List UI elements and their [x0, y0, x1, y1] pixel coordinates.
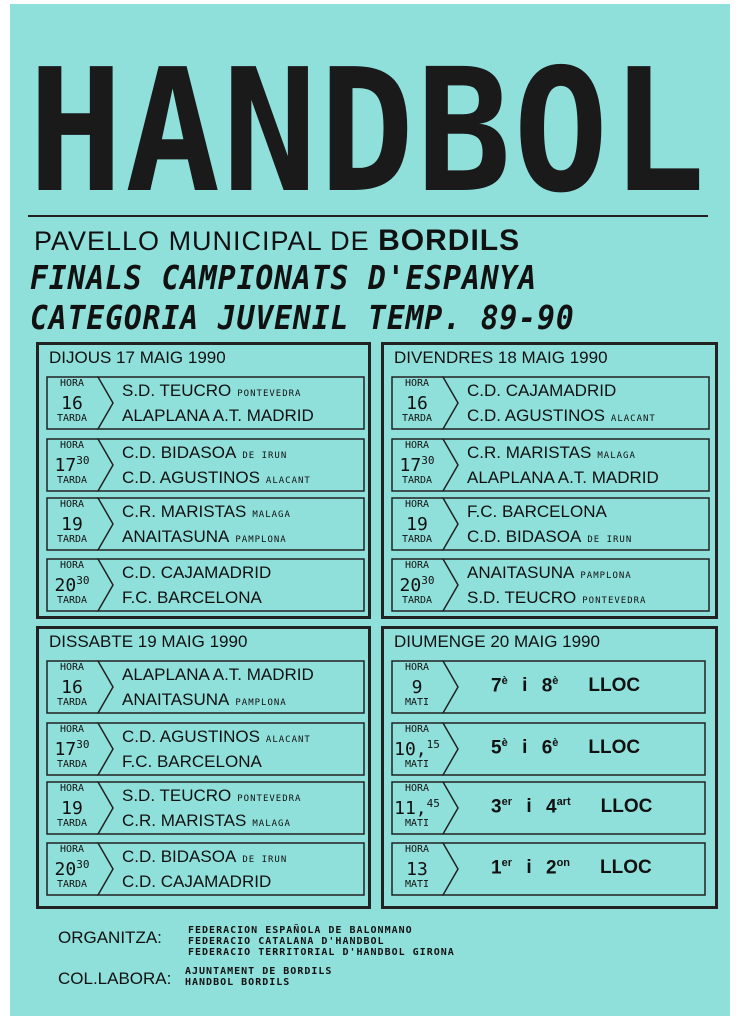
venue-line	[34, 224, 520, 258]
time-period: TARDA	[401, 534, 433, 545]
time-period: TARDA	[56, 595, 88, 606]
organitza-item: FEDERACIO CATALANA D'HANDBOL	[188, 936, 385, 947]
match-time	[49, 499, 95, 545]
day-heading: DIVENDRES 18 MAIG 1990	[394, 348, 608, 367]
team-name: F.C. BARCELONA	[122, 752, 262, 771]
match-row	[46, 842, 366, 897]
organitza-item: FEDERACIO TERRITORIAL D'HANDBOL GIRONA	[188, 947, 455, 958]
team-name: C.D. AGUSTINOS	[122, 727, 260, 746]
team-city: ALACANT	[610, 414, 656, 424]
match-row	[46, 558, 366, 613]
match-time	[394, 662, 440, 708]
match-row	[46, 660, 366, 715]
team-city: PAMPLONA	[235, 698, 287, 708]
venue-prefix: PAVELLO MUNICIPAL DE	[34, 226, 370, 256]
team-away	[122, 690, 287, 710]
day-heading: DIJOUS 17 MAIG 1990	[49, 348, 226, 367]
time-value: 16	[406, 393, 428, 414]
hora-label: HORA	[404, 724, 430, 735]
time-value: 9	[411, 677, 423, 698]
time-period: MATI	[404, 818, 430, 829]
collabora-item: HANDBOL BORDILS	[185, 977, 291, 988]
day-box-dissabte	[36, 626, 371, 909]
time-period: TARDA	[56, 413, 88, 424]
placing-label: 1er i $2^{on}$ LLOC	[491, 857, 652, 879]
day-heading: DISSABTE 19 MAIG 1990	[49, 632, 248, 651]
match-time	[394, 724, 440, 770]
time-period: TARDA	[56, 697, 88, 708]
team-name: C.D. AGUSTINOS	[122, 468, 260, 487]
hora-label: HORA	[59, 378, 85, 389]
team-away	[467, 406, 656, 426]
match-row	[391, 376, 711, 431]
team-name: S.D. TEUCRO	[467, 588, 577, 607]
team-home	[467, 443, 636, 463]
match-row	[46, 781, 366, 836]
team-away	[467, 527, 632, 547]
hora-label: HORA	[59, 783, 85, 794]
team-away	[122, 752, 268, 772]
team-city: PAMPLONA	[580, 571, 632, 581]
team-home	[122, 443, 287, 463]
team-home	[467, 502, 613, 522]
match-row	[391, 558, 711, 613]
match-time	[49, 724, 95, 770]
time-value: 19	[406, 514, 428, 535]
time-period: TARDA	[56, 534, 88, 545]
team-name: ANAITASUNA	[122, 690, 230, 709]
team-away	[122, 527, 287, 547]
hora-label: HORA	[404, 378, 430, 389]
hora-label: HORA	[59, 499, 85, 510]
team-home	[122, 381, 301, 401]
hora-label: HORA	[404, 662, 430, 673]
team-name: C.R. MARISTAS	[122, 502, 247, 521]
team-city: DE IRUN	[587, 535, 633, 545]
time-value: $20^{30}$	[399, 574, 435, 596]
match-time	[394, 440, 440, 486]
match-row	[46, 438, 366, 493]
placing-match	[391, 842, 711, 897]
time-value: $17^{30}$	[54, 454, 90, 476]
team-away	[122, 468, 311, 488]
team-away	[122, 872, 277, 892]
team-name: ANAITASUNA	[122, 527, 230, 546]
time-period: TARDA	[401, 595, 433, 606]
match-time	[394, 844, 440, 890]
match-time	[49, 662, 95, 708]
team-name: C.D. BIDASOA	[467, 527, 582, 546]
time-period: MATI	[404, 879, 430, 890]
time-value: 13	[406, 859, 428, 880]
team-city: DE IRUN	[242, 855, 288, 865]
match-time	[49, 844, 95, 890]
team-city: PAMPLONA	[235, 535, 287, 545]
team-name: ANAITASUNA	[467, 563, 575, 582]
match-time	[394, 378, 440, 424]
team-city: MALAGA	[597, 451, 636, 461]
match-row	[391, 497, 711, 552]
match-time	[49, 440, 95, 486]
match-row	[46, 497, 366, 552]
team-city: PONTEVEDRA	[582, 596, 647, 606]
time-value: 19	[61, 514, 83, 535]
day-box-divendres	[381, 342, 718, 619]
time-period: TARDA	[56, 759, 88, 770]
hora-label: HORA	[404, 440, 430, 451]
hora-label: HORA	[59, 560, 85, 571]
category-line: CATEGORIA JUVENIL TEMP. 89-90	[30, 298, 575, 337]
placing-match	[391, 781, 711, 836]
team-home	[467, 563, 632, 583]
hora-label: HORA	[404, 783, 430, 794]
hora-label: HORA	[59, 724, 85, 735]
team-city: ALACANT	[265, 735, 311, 745]
team-home	[122, 563, 277, 583]
match-time	[394, 499, 440, 545]
match-row	[391, 438, 711, 493]
team-name: S.D. TEUCRO	[122, 381, 232, 400]
placing-match	[391, 660, 711, 715]
poster-title: HANDBOL	[28, 33, 708, 231]
match-time	[394, 783, 440, 829]
team-name: C.D. AGUSTINOS	[467, 406, 605, 425]
hora-label: HORA	[404, 499, 430, 510]
team-name: ALAPLANA A.T. MADRID	[122, 665, 314, 684]
team-name: C.D. CAJAMADRID	[467, 381, 617, 400]
time-period: TARDA	[56, 818, 88, 829]
team-name: F.C. BARCELONA	[467, 502, 607, 521]
team-city: PONTEVEDRA	[237, 389, 302, 399]
championship-line: FINALS CAMPIONATS D'ESPANYA	[30, 258, 538, 297]
team-home	[122, 847, 287, 867]
team-name: C.D. BIDASOA	[122, 847, 237, 866]
team-city: MALAGA	[252, 510, 291, 520]
time-value: 16	[61, 677, 83, 698]
time-value: 10,15	[394, 738, 440, 760]
team-home	[122, 502, 291, 522]
title-rule	[28, 215, 708, 217]
team-away	[122, 406, 320, 426]
team-away	[122, 588, 268, 608]
organitza-item: FEDERACION ESPAÑOLA DE BALONMANO	[188, 925, 413, 936]
day-box-diumenge	[381, 626, 718, 909]
time-period: TARDA	[401, 475, 433, 486]
time-period: MATI	[404, 759, 430, 770]
team-away	[122, 811, 291, 831]
time-value: $17^{30}$	[54, 738, 90, 760]
match-time	[394, 560, 440, 606]
time-period: MATI	[404, 697, 430, 708]
team-name: ALAPLANA A.T. MADRID	[122, 406, 314, 425]
team-name: S.D. TEUCRO	[122, 786, 232, 805]
team-name: ALAPLANA A.T. MADRID	[467, 468, 659, 487]
placing-label: $5^è$ i $6^è$ LLOC	[491, 737, 641, 759]
team-name: C.D. CAJAMADRID	[122, 872, 272, 891]
team-home	[122, 665, 320, 685]
organitza-label: ORGANITZA:	[58, 928, 162, 947]
team-name: F.C. BARCELONA	[122, 588, 262, 607]
team-home	[122, 727, 311, 747]
hora-label: HORA	[59, 662, 85, 673]
team-city: DE IRUN	[242, 451, 288, 461]
organitza-list	[188, 925, 455, 958]
collabora-label: COL.LABORA:	[58, 969, 172, 988]
collabora-list	[185, 966, 332, 988]
team-name: C.R. MARISTAS	[467, 443, 592, 462]
team-name: C.R. MARISTAS	[122, 811, 247, 830]
hora-label: HORA	[59, 440, 85, 451]
time-value: $20^{30}$	[54, 858, 90, 880]
match-time	[49, 783, 95, 829]
match-time	[49, 560, 95, 606]
team-home	[122, 786, 301, 806]
team-name: C.D. BIDASOA	[122, 443, 237, 462]
time-period: TARDA	[56, 475, 88, 486]
venue-town: BORDILS	[378, 224, 521, 257]
time-period: TARDA	[56, 879, 88, 890]
time-value: 11,45	[394, 797, 440, 819]
team-away	[467, 588, 646, 608]
hora-label: HORA	[404, 844, 430, 855]
team-home	[467, 381, 622, 401]
day-box-dijous	[36, 342, 371, 619]
time-value: 16	[61, 393, 83, 414]
hora-label: HORA	[404, 560, 430, 571]
team-name: C.D. CAJAMADRID	[122, 563, 272, 582]
match-time	[49, 378, 95, 424]
time-value: $17^{30}$	[399, 454, 435, 476]
team-city: PONTEVEDRA	[237, 794, 302, 804]
placing-match	[391, 722, 711, 777]
team-city: ALACANT	[265, 476, 311, 486]
time-value: 19	[61, 798, 83, 819]
placing-label: $7^è$ i $8^è$ LLOC	[491, 675, 641, 697]
time-value: $20^{30}$	[54, 574, 90, 596]
placing-label: 3er i $4^{art}$ LLOC	[491, 796, 653, 818]
time-period: TARDA	[401, 413, 433, 424]
match-row	[46, 722, 366, 777]
hora-label: HORA	[59, 844, 85, 855]
team-away	[467, 468, 665, 488]
day-heading: DIUMENGE 20 MAIG 1990	[394, 632, 600, 651]
match-row	[46, 376, 366, 431]
collabora-item: AJUNTAMENT DE BORDILS	[185, 966, 333, 977]
team-city: MALAGA	[252, 819, 291, 829]
